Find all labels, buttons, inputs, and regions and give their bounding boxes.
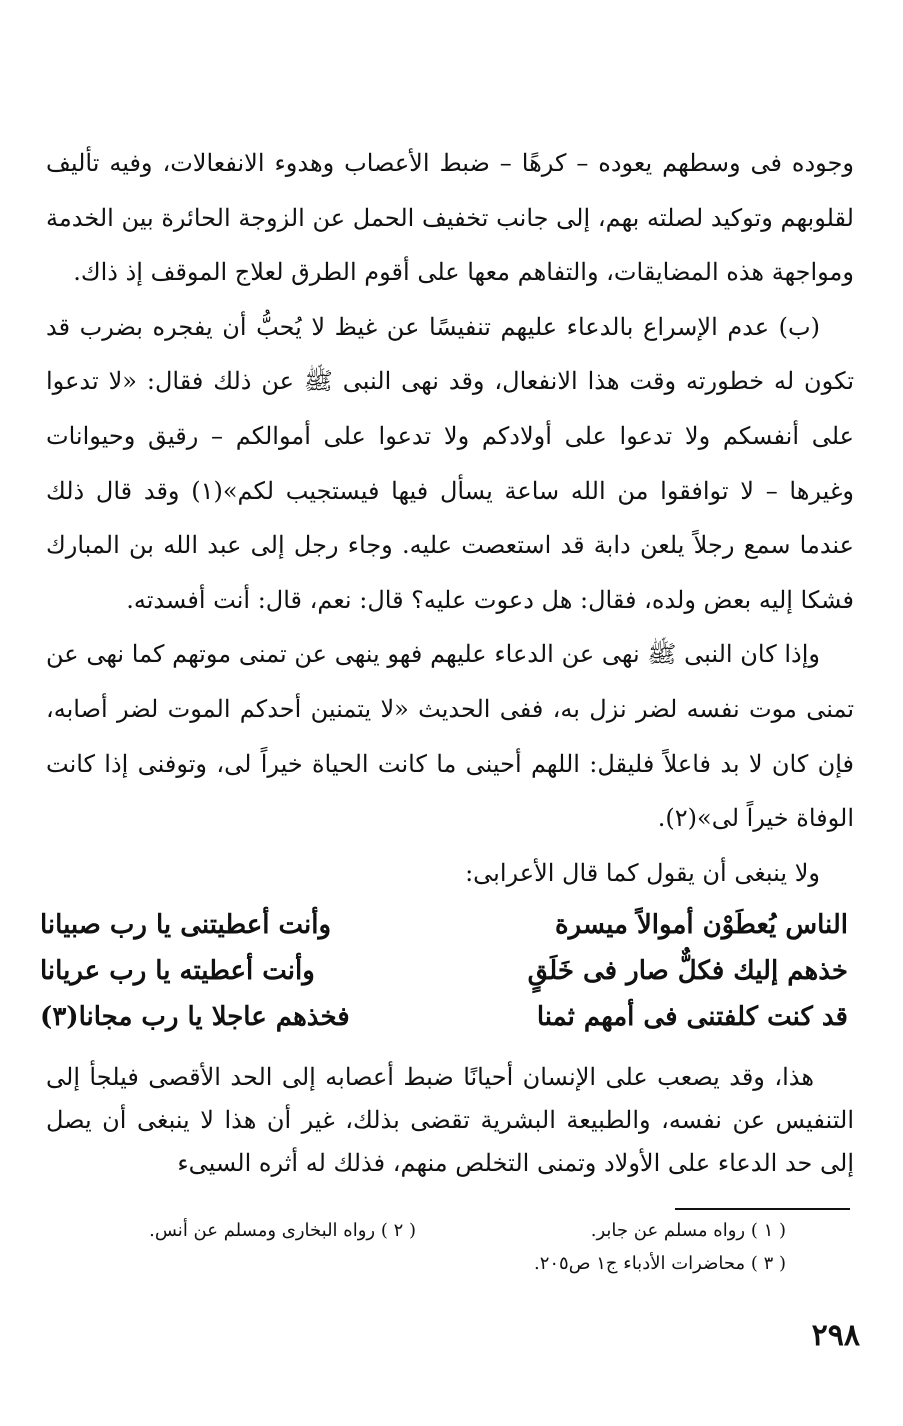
poem: [40, 902, 848, 1040]
footnote-divider: [675, 1208, 850, 1210]
verse-second-hemistich: وأنت أعطيتنى يا رب صبيانا: [40, 910, 332, 940]
footnotes: [46, 1214, 786, 1280]
footnote-2: ( ٢ ) رواه البخارى ومسلم عن أنس.: [149, 1220, 416, 1241]
paragraph-1: وجوده فى وسطهم يعوده – كرهًا – ضبط الأعصاب وهدوء الانفعالات، وفيه تأليف لقلوبهم وتوكيد لصلته بهم، إلى جانب تخفيف الحمل عن الزوجة الحائرة بين الخدمة ومواجهة هذه المضايقات، والتفاهم معها على أقوم الطرق لعلاج الموقف إذ ذاك.: [46, 149, 854, 287]
verse-second-hemistich: وأنت أعطيته يا رب عريانا: [40, 956, 315, 986]
verse-second-hemistich: فخذهم عاجلا يا رب مجانا(٣): [40, 1002, 350, 1032]
poem-verse: [40, 994, 848, 1040]
verse-first-hemistich: قد كنت كلفتنى فى أمهم ثمنا: [536, 1002, 848, 1032]
paragraph-4: ولا ينبغى أن يقول كما قال الأعرابى:: [465, 858, 820, 887]
footnote-1: ( ١ ) رواه مسلم عن جابر.: [590, 1220, 786, 1241]
closing-text: [46, 1056, 854, 1185]
paragraph-3: وإذا كان النبى ﷺ نهى عن الدعاء عليهم فهو ينهى عن تمنى موتهم كما نهى عن تمنى موت نفسه لضر نزل به، ففى الحديث «لا يتمنين أحدكم الموت لضر أصابه، فإن كان لا بد فاعلاً فليقل: اللهم أحينى ما كانت الحياة خيراً لى، وتوفنى إذا كانت الوفاة خيراً لى»(٢).: [46, 640, 854, 833]
paragraph-2: (ب) عدم الإسراع بالدعاء عليهم تنفيسًا عن غيظ لا يُحبُّ أن يفجره بضرب قد تكون له خطورته وقت هذا الانفعال، وقد نهى النبى ﷺ عن ذلك فقال: «لا تدعوا على أنفسكم ولا تدعوا على أولادكم ولا تدعوا على أموالكم – رقيق وحيوانات وغيرها – لا توافقوا من الله ساعة يسأل فيها فيستجيب لكم»(١) وقد قال ذلك عندما سمع رجلاً يلعن دابة قد استعصت عليه. وجاء رجل إلى عبد الله بن المبارك فشكا إليه بعض ولده، فقال: هل دعوت عليه؟ قال: نعم، قال: أنت أفسدته.: [46, 312, 855, 614]
footnote-row: [46, 1247, 786, 1280]
poem-verse: [40, 902, 848, 948]
main-text: [46, 136, 854, 900]
page-number: ٢٩٨: [811, 1318, 860, 1353]
footnote-row: [46, 1214, 786, 1247]
paragraph-5: هذا، وقد يصعب على الإنسان أحيانًا ضبط أعصابه إلى الحد الأقصى فيلجأ إلى التنفيس عن نفسه، والطبيعة البشرية تقضى بذلك، غير أن هذا لا ينبغى أن يصل إلى حد الدعاء على الأولاد وتمنى التخلص منهم، فذلك له أثره السيىء: [46, 1063, 854, 1177]
verse-first-hemistich: خذهم إليك فكلٌّ صار فى خَلَقٍ: [527, 956, 848, 986]
footnote-3: ( ٣ ) محاضرات الأدباء ج١ ص٢٠٥.: [533, 1253, 786, 1274]
verse-first-hemistich: الناس يُعطَوْن أموالاً ميسرة: [554, 910, 848, 940]
poem-verse: [40, 948, 848, 994]
